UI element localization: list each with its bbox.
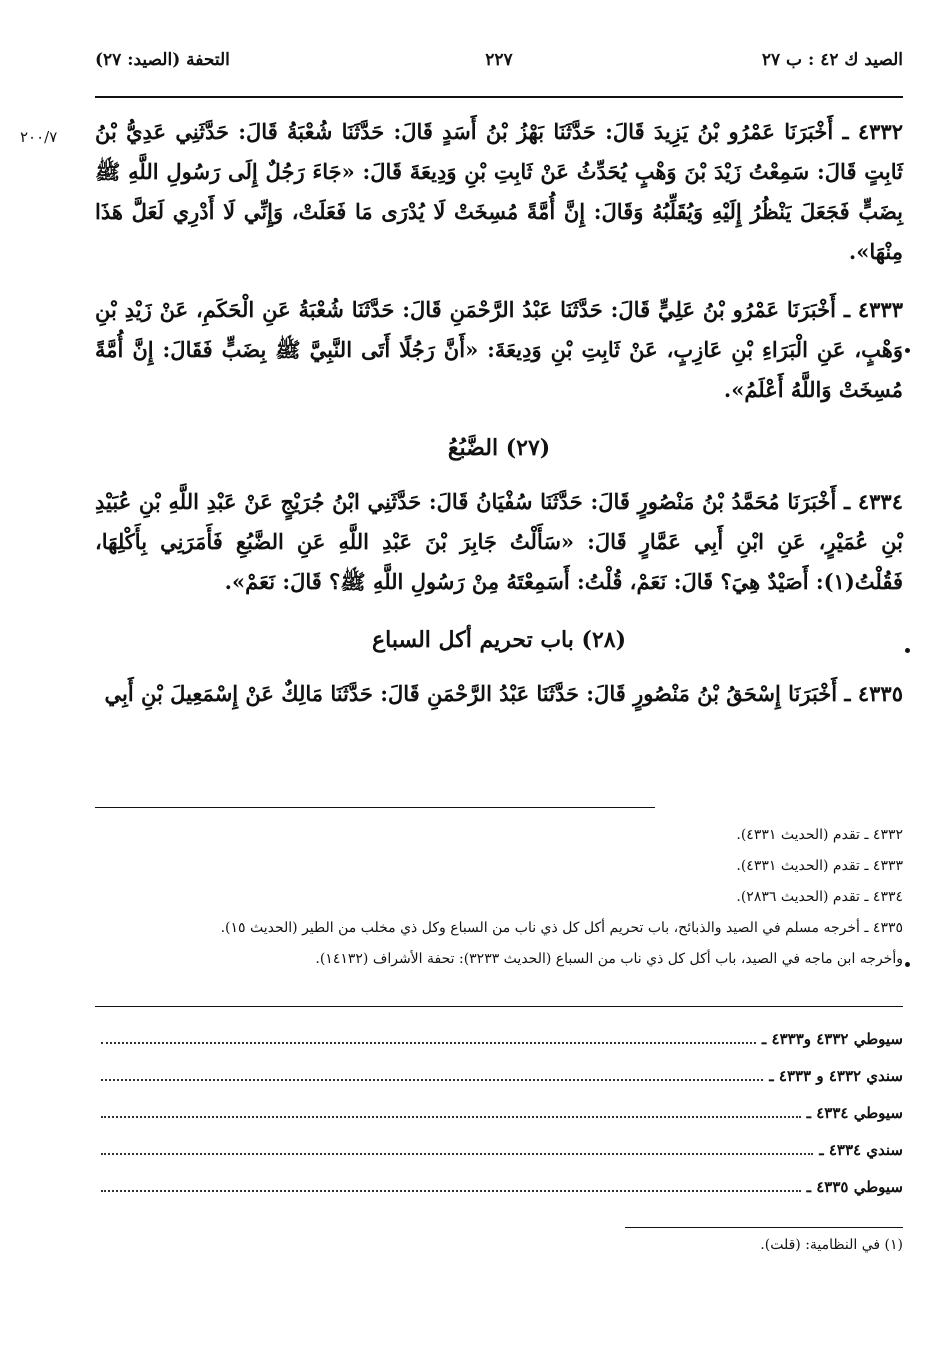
margin-dot (905, 962, 910, 967)
header-tuhfa-ref: التحفة (الصيد: ٢٧) (95, 50, 230, 70)
footnote: ٤٣٣٢ ـ تقدم (الحديث ٤٣٣١). (736, 827, 903, 843)
chapter-heading-27: (٢٧) الضَّبُعُ (447, 435, 551, 461)
commentary-entry (95, 1104, 903, 1141)
commentary-label: سيوطي ٤٣٣٤ ـ (806, 1104, 903, 1122)
header-chapter-ref: الصيد ك ٤٢ : ب ٢٧ (761, 50, 903, 70)
footnote: ٤٣٣٣ ـ تقدم (الحديث ٤٣٣١). (736, 858, 903, 874)
commentary-entry (95, 1067, 903, 1104)
commentary-entry (95, 1141, 903, 1178)
takhrij-footnotes (95, 820, 903, 975)
hadith-4334: ٤٣٣٤ ـ أَخْبَرَنَا مُحَمَّدُ بْنُ مَنْصُورٍ قَالَ: حَدَّثَنَا سُفْيَانُ قَالَ: حَدَّثَنِي ابْنُ جُرَيْجٍ عَنْ عَبْدِ اللَّهِ بْنِ عُبَيْدِ بْنِ عُمَيْرٍ، عَنِ ابْنِ أَبِي عَمَّارٍ قَالَ: «سَأَلْتُ جَابِرَ بْنَ عَبْدِ اللَّهِ عَنِ الضَّبُعِ فَأَمَرَنِي بِأَكْلِهَا، فَقُلْتُ(١): أَصَيْدٌ هِيَ؟ قَالَ: نَعَمْ، قُلْتُ: أَسَمِعْتَهُ مِنْ رَسُولِ اللَّهِ ﷺ؟ قَالَ: نَعَمْ». (95, 489, 903, 594)
commentary-label: سندي ٤٣٣٢ و ٤٣٣٣ ـ (769, 1067, 903, 1085)
commentary-index (95, 1030, 903, 1215)
commentary-label: سيوطي ٤٣٣٢ و٤٣٣٣ ـ (761, 1030, 903, 1048)
footnote: ٤٣٣٥ ـ أخرجه مسلم في الصيد والذبائح، باب تحريم أكل كل ذي ناب من السباع وكل ذي مخلب من الطير (الحديث ١٥). (220, 920, 903, 936)
leader-dots (101, 1116, 801, 1118)
commentary-label: سيوطي ٤٣٣٥ ـ (806, 1178, 903, 1196)
commentary-entry (95, 1030, 903, 1067)
leader-dots (101, 1079, 763, 1081)
margin-dot (905, 348, 910, 353)
margin-reference: ٢٠٠/٧ (20, 128, 58, 146)
chapter-heading-28: (٢٨) باب تحريم أكل السباع (371, 627, 627, 653)
hadith-4332: ٤٣٣٢ ـ أَخْبَرَنَا عَمْرُو بْنُ يَزِيدَ قَالَ: حَدَّثَنَا بَهْزُ بْنُ أَسَدٍ قَالَ: حَدَّثَنَا شُعْبَةُ قَالَ: حَدَّثَنِي عَدِيُّ بْنُ ثَابِتٍ قَالَ: سَمِعْتُ زَيْدَ بْنَ وَهْبٍ يُحَدِّثُ عَنْ ثَابِتِ بْنِ وَدِيعَةَ قَالَ: «جَاءَ رَجُلٌ إِلَى رَسُولِ اللَّهِ ﷺ بِضَبٍّ فَجَعَلَ يَنْظُرُ إِلَيْهِ وَيُقَلِّبُهُ وَقَالَ: إِنَّ أُمَّةً مُسِخَتْ لَا يُدْرَى مَا فَعَلَتْ، وَإِنِّي لَا أَدْرِي لَعَلَّ هَذَا مِنْهَا». (95, 119, 903, 264)
leader-dots (101, 1190, 801, 1192)
commentary-entry (95, 1178, 903, 1215)
hadith-4333: ٤٣٣٣ ـ أَخْبَرَنَا عَمْرُو بْنُ عَلِيٍّ قَالَ: حَدَّثَنَا عَبْدُ الرَّحْمَنِ قَالَ: حَدَّثَنَا شُعْبَةُ عَنِ الْحَكَمِ، عَنْ زَيْدِ بْنِ وَهْبٍ، عَنِ الْبَرَاءِ بْنِ عَازِبٍ، عَنْ ثَابِتِ بْنِ وَدِيعَةَ: «أَنَّ رَجُلًا أَتَى النَّبِيَّ ﷺ بِضَبٍّ فَقَالَ: إِنَّ أُمَّةً مُسِخَتْ وَاللَّهُ أَعْلَمُ». (95, 297, 903, 402)
section-rule (95, 1006, 903, 1007)
header-rule (95, 96, 903, 98)
leader-dots (101, 1153, 813, 1155)
footnote: ٤٣٣٤ ـ تقدم (الحديث ٢٨٣٦). (736, 889, 903, 905)
commentary-label: سندي ٤٣٣٤ ـ (819, 1141, 903, 1159)
endnote: (١) في النظامية: (قلت). (760, 1237, 903, 1253)
endnote-rule (625, 1227, 903, 1228)
footnote-rule (95, 807, 655, 808)
footnote: وأخرجه ابن ماجه في الصيد، باب أكل كل ذي ناب من السباع (الحديث ٣٢٣٣): تحفة الأشراف (١٤١٣٢). (315, 951, 903, 967)
leader-dots (101, 1042, 756, 1044)
main-text (95, 112, 903, 732)
margin-dot (905, 648, 910, 653)
hadith-4335: ٤٣٣٥ ـ أَخْبَرَنَا إِسْحَقُ بْنُ مَنْصُورٍ قَالَ: حَدَّثَنَا عَبْدُ الرَّحْمَنِ قَالَ: حَدَّثَنَا مَالِكٌ عَنْ إِسْمَعِيلَ بْنِ أَبِي (104, 681, 903, 706)
page-number: ٢٢٧ (485, 50, 513, 70)
page-header (95, 50, 903, 80)
